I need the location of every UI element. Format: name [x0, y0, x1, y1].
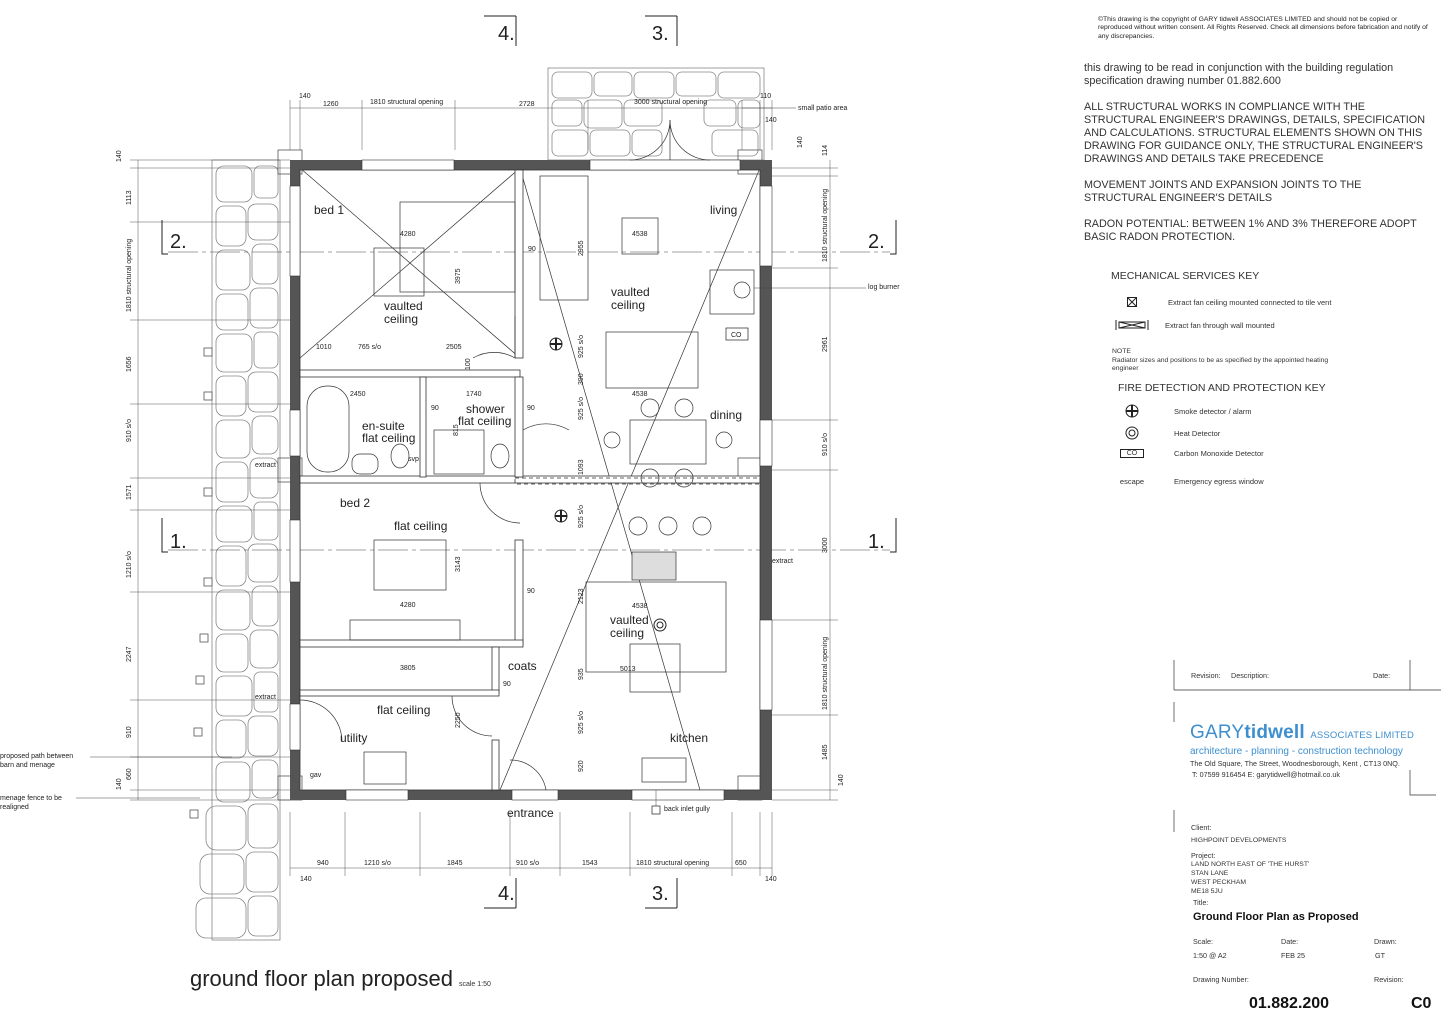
co-symbol: CO [1120, 449, 1145, 458]
section-4-bottom: 4. [498, 883, 515, 905]
label-menage-fence-2: realigned [0, 804, 29, 811]
dim-top: 140 [299, 93, 311, 100]
drawing-title: Ground Floor Plan as Proposed [1193, 911, 1359, 923]
dim-left: 910 [126, 726, 133, 738]
drawn-label: Drawn: [1374, 937, 1397, 946]
dim-bottom: 1543 [582, 860, 598, 867]
radiator-note-heading: NOTE [1112, 348, 1131, 355]
dim-bottom: 1845 [447, 860, 463, 867]
section-2-left: 2. [170, 231, 187, 253]
room-coats: coats [508, 659, 537, 673]
right-dimensions [797, 136, 845, 786]
dim-inner: 2450 [350, 391, 366, 398]
revision2-label: Revision: [1374, 975, 1404, 984]
dim-bottom: 1210 s/o [364, 860, 391, 867]
fire-key-row [1110, 404, 1252, 418]
company-logo [1190, 722, 1414, 744]
external-walls [278, 150, 772, 800]
smoke-detector-icon [1110, 404, 1154, 418]
label-gav: gav [310, 772, 322, 779]
label-menage-fence-1: menage fence to be [0, 795, 62, 802]
escape-symbol: escape [1119, 477, 1145, 486]
revision-value: C0 [1411, 995, 1432, 1012]
dim-bottom: 1810 structural opening [636, 860, 710, 867]
caption-scale: scale 1:50 [458, 981, 491, 988]
section-2-right: 2. [868, 231, 885, 253]
label-extract-2: extract [772, 558, 794, 565]
note-item: MOVEMENT JOINTS AND EXPANSION JOINTS TO THE STRUCTURAL ENGINEER'S DETAILS [1084, 179, 1362, 204]
room-en-suite: en-suite [362, 419, 405, 433]
label-flat-ceiling-shower: flat ceiling [458, 414, 512, 428]
label-small-patio: small patio area [798, 105, 848, 112]
date2-label: Date: [1281, 937, 1299, 946]
mechanical-key-row [1110, 297, 1331, 307]
section-1-left: 1. [170, 531, 187, 553]
key-label: Extract fan through wall mounted [1165, 320, 1275, 330]
dim-left: 1656 [126, 356, 133, 372]
room-kitchen: kitchen [670, 731, 709, 745]
room-entrance: entrance [507, 806, 554, 820]
dim-inner: 390 [578, 373, 585, 385]
note-item: ALL STRUCTURAL WORKS IN COMPLIANCE WITH THE STRUCTURAL ENGINEER'S DRAWINGS, DETAILS, SPECIFICATION AND CALCULATIONS. STRUCTURAL ELEMENTS SHOWN ON THIS DRAWING FOR GUIDANCE ONLY, THE STRUCTURAL ENGINEER'S DRAWINGS AND DETAILS TAKE PRECEDENCE [1084, 101, 1426, 165]
drawn-value: GT [1375, 951, 1385, 960]
company-name-1: GARY [1190, 722, 1245, 743]
general-notes [1084, 62, 1429, 257]
dim-top: 140 [765, 117, 777, 124]
dim-inner: 1010 [316, 344, 332, 351]
room-living: living [710, 203, 738, 217]
revision-label: Revision: [1191, 671, 1221, 680]
dim-right: 140 [838, 774, 845, 786]
doors [300, 120, 710, 790]
company-name-2: tidwell [1244, 722, 1305, 743]
dim-inner: 5013 [620, 666, 636, 673]
section-4-top: 4. [498, 23, 515, 45]
internal-walls [300, 170, 760, 790]
copyright-notice: ©This drawing is the copyright of GARY tidwell ASSOCIATES LIMITED and should not be copied or reproduced without written consent. All Rights Reserved. Check all dimensions before fabrication and notify of any discrepancies. [1098, 16, 1428, 40]
dim-inner: 925 s/o [578, 711, 585, 734]
dim-right: 114 [822, 144, 829, 156]
dim-inner: 90 [431, 405, 439, 412]
dim-right: 1810 structural opening [822, 188, 829, 262]
dim-inner: 4538 [632, 603, 648, 610]
dim-left: 1113 [126, 190, 133, 205]
company-address: The Old Square, The Street, Woodnesborough, Kent , CT13 0NQ. [1190, 759, 1400, 768]
section-3-top: 3. [652, 23, 669, 45]
company-tagline: architecture - planning - construction technology [1190, 746, 1403, 757]
section-1-right: 1. [868, 531, 885, 553]
fence-posts [190, 348, 212, 818]
co-detector-icon [1110, 449, 1154, 458]
patio-stones [548, 68, 764, 160]
leader-lines [76, 108, 866, 810]
dim-inner: 3143 [455, 556, 462, 572]
note-item: RADON POTENTIAL: BETWEEN 1% AND 3% THEREFORE ADOPT BASIC RADON PROTECTION. [1084, 218, 1417, 243]
dim-inner: 4538 [632, 231, 648, 238]
dim-inner: 2505 [446, 344, 462, 351]
label-ceiling-3: ceiling [610, 626, 645, 640]
wall-extract-fan-icon [1107, 319, 1157, 331]
dim-inner: 925 s/o [578, 505, 585, 528]
dim-right: 3000 [822, 537, 829, 553]
dim-inner: 90 [503, 681, 511, 688]
label-vaulted-1: vaulted [384, 299, 423, 313]
dim-left: 1571 [126, 484, 133, 500]
room-dining: dining [710, 408, 743, 422]
dim-bottom-small: 140 [765, 876, 777, 883]
dim-bottom: 650 [735, 860, 747, 867]
dim-inner: 100 [465, 358, 472, 370]
label-vaulted-2: vaulted [611, 285, 650, 299]
drawing-number-label: Drawing Number: [1193, 975, 1249, 984]
client-value: HIGHPOINT DEVELOPMENTS [1191, 837, 1287, 844]
scale-value: 1:50 @ A2 [1193, 951, 1227, 960]
dim-left: 1210 s/o [126, 551, 133, 578]
label-proposed-path-2: barn and menage [0, 762, 55, 769]
dim-inner: 4280 [400, 231, 416, 238]
label-flat-ceiling-utility: flat ceiling [377, 703, 431, 717]
dim-inner: 815 [453, 424, 460, 436]
left-dimensions [116, 150, 133, 790]
key-label: Emergency egress window [1174, 477, 1264, 486]
dim-inner: 925 s/o [578, 397, 585, 420]
dim-right: 140 [797, 136, 804, 148]
label-proposed-path-1: proposed path between [0, 753, 74, 760]
date-label: Date: [1373, 671, 1391, 680]
dim-left: 1810 structural opening [126, 238, 133, 312]
fire-key-row [1110, 426, 1220, 440]
dim-bottom: 910 s/o [516, 860, 539, 867]
dim-inner: 90 [528, 246, 536, 253]
dim-inner: 935 [578, 668, 585, 680]
date-value: FEB 25 [1281, 951, 1305, 960]
dim-inner: 2250 [455, 712, 462, 728]
label-ceiling-2: ceiling [611, 298, 646, 312]
dim-inner: 925 s/o [578, 335, 585, 358]
key-label: Carbon Monoxide Detector [1174, 449, 1264, 458]
key-label: Smoke detector / alarm [1174, 406, 1252, 416]
dim-right: 910 s/o [822, 433, 829, 456]
project-label: Project: [1191, 851, 1216, 860]
dim-inner: 2123 [578, 588, 585, 604]
dim-top: 3000 structural opening [634, 99, 708, 106]
dim-left: 660 [126, 768, 133, 780]
dim-left: 140 [116, 150, 123, 162]
description-label: Description: [1231, 671, 1269, 680]
key-label: Extract fan ceiling mounted connected to tile vent [1168, 297, 1332, 307]
dim-right: 1485 [822, 744, 829, 760]
room-bed2: bed 2 [340, 496, 371, 510]
title-label: Title: [1193, 898, 1209, 907]
fire-key-row [1110, 449, 1264, 458]
dim-left: 2247 [126, 646, 133, 662]
dim-inner: 3805 [400, 665, 416, 672]
dim-top: 1260 [323, 101, 339, 108]
project-line: STAN LANE [1191, 870, 1229, 877]
label-svp: svp [408, 456, 419, 463]
dim-right: 2961 [822, 336, 829, 352]
scale-label: Scale: [1193, 937, 1213, 946]
section-3-bottom: 3. [652, 883, 669, 905]
dim-bottom: 940 [317, 860, 329, 867]
label-ceiling-1: ceiling [384, 312, 419, 326]
dim-inner: 90 [527, 405, 535, 412]
dim-inner: 4280 [400, 602, 416, 609]
project-line: ME18 5JU [1191, 888, 1223, 895]
dim-right: 1810 structural opening [822, 636, 829, 710]
room-shower: shower [466, 402, 505, 416]
dim-inner: 4538 [632, 391, 648, 398]
drawing-number-value: 01.882.200 [1249, 995, 1330, 1012]
dim-left: 910 s/o [126, 419, 133, 442]
section-cut-lines [168, 252, 890, 550]
key-label: Heat Detector [1174, 428, 1221, 438]
dim-inner: 90 [527, 588, 535, 595]
dim-bottom-small: 140 [300, 876, 312, 883]
project-line: WEST PECKHAM [1191, 879, 1247, 886]
label-log-burner: log burner [868, 284, 900, 291]
fire-key-row [1110, 477, 1264, 486]
room-bed1: bed 1 [314, 203, 345, 217]
dim-inner: 2955 [578, 240, 585, 256]
company-name-3: ASSOCIATES LIMITED [1310, 730, 1415, 741]
ceiling-extract-fan-icon [1110, 297, 1154, 307]
client-label: Client: [1191, 823, 1212, 832]
label-vaulted-3: vaulted [610, 613, 649, 627]
dim-top: 2728 [519, 101, 535, 108]
note-item: this drawing to be read in conjunction with the building regulation specification drawing number 01.882.600 [1084, 62, 1394, 87]
dim-inner: 1740 [466, 391, 482, 398]
dim-inner: 765 s/o [358, 344, 381, 351]
heat-detector-icon [1110, 426, 1154, 440]
label-extract-3: extract [255, 694, 277, 701]
label-extract-1: extract [255, 462, 277, 469]
room-utility: utility [340, 731, 368, 745]
label-flat-ceiling-bed2: flat ceiling [394, 519, 448, 533]
dim-left: 140 [116, 778, 123, 790]
label-flat-ceiling-ensuite: flat ceiling [362, 431, 416, 445]
gully-symbol [652, 806, 660, 814]
label-back-inlet-gully: back inlet gully [664, 806, 710, 813]
dim-inner: 1093 [578, 459, 585, 475]
caption-title: ground floor plan proposed [190, 966, 453, 991]
dim-top: 110 [760, 93, 772, 100]
company-contact: T: 07599 916454 E: garytidwell@hotmail.co.uk [1192, 770, 1340, 779]
dim-inner: 920 [578, 760, 585, 772]
label-co: CO [731, 332, 742, 339]
mechanical-key-title: MECHANICAL SERVICES KEY [1111, 270, 1260, 282]
project-line: LAND NORTH EAST OF 'THE HURST' [1191, 861, 1310, 868]
title-block [1170, 650, 1441, 1032]
plan-caption [190, 966, 491, 992]
radiator-note-text: Radiator sizes and positions to be as specified by the appointed heating engineer [1112, 357, 1329, 372]
fire-key-title: FIRE DETECTION AND PROTECTION KEY [1118, 382, 1326, 394]
dim-top: 1810 structural opening [370, 99, 444, 106]
dim-inner: 3975 [455, 268, 462, 284]
mechanical-key-row [1107, 319, 1275, 331]
